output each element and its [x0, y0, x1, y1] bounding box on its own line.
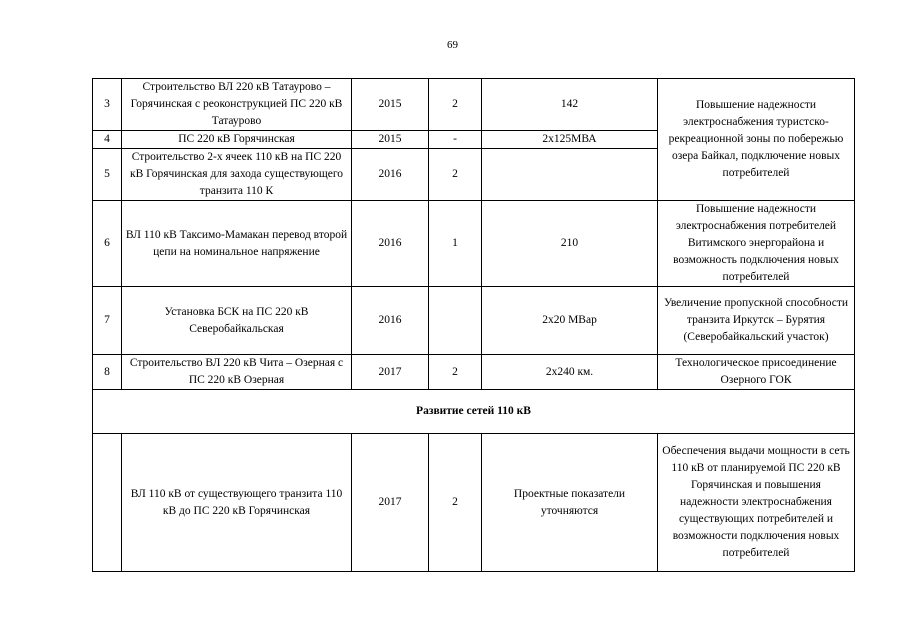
- count-cell: 2: [429, 355, 482, 390]
- object-name: Строительство ВЛ 220 кВ Татаурово – Горячинская с реоконструкцией ПС 220 кВ Татаурово: [122, 79, 352, 131]
- year-cell: 2016: [352, 287, 429, 355]
- purpose-cell: Технологическое присоединение Озерного ГОК: [658, 355, 855, 390]
- object-name: Установка БСК на ПС 220 кВ Северобайкальская: [122, 287, 352, 355]
- projects-table: [92, 78, 855, 572]
- params-cell: Проектные показатели уточняются: [482, 434, 658, 572]
- count-cell: 2: [429, 79, 482, 131]
- row-number: 4: [93, 131, 122, 149]
- count-cell: 1: [429, 201, 482, 287]
- table-row: [93, 201, 855, 287]
- params-cell: 2х20 МВар: [482, 287, 658, 355]
- table-row: [93, 79, 855, 131]
- row-number: [93, 434, 122, 572]
- year-cell: 2016: [352, 149, 429, 201]
- object-name: ВЛ 110 кВ от существующего транзита 110 кВ до ПС 220 кВ Горячинская: [122, 434, 352, 572]
- year-cell: 2015: [352, 131, 429, 149]
- year-cell: 2016: [352, 201, 429, 287]
- purpose-cell: Обеспечения выдачи мощности в сеть 110 кВ от планируемой ПС 220 кВ Горячинская и повышения надежности электроснабжения существующих потребителей и возможности подключения новых потребителей: [658, 434, 855, 572]
- params-cell: 142: [482, 79, 658, 131]
- table-row: [93, 355, 855, 390]
- object-name: ВЛ 110 кВ Таксимо-Мамакан перевод второй цепи на номинальное напряжение: [122, 201, 352, 287]
- row-number: 5: [93, 149, 122, 201]
- row-number: 6: [93, 201, 122, 287]
- count-cell: 2: [429, 434, 482, 572]
- count-cell: [429, 287, 482, 355]
- object-name: Строительство 2-х ячеек 110 кВ на ПС 220 кВ Горячинская для захода существующего транзита 110 К: [122, 149, 352, 201]
- object-name: ПС 220 кВ Горячинская: [122, 131, 352, 149]
- year-cell: 2015: [352, 79, 429, 131]
- table-row: [93, 287, 855, 355]
- table-row: [93, 434, 855, 572]
- object-name: Строительство ВЛ 220 кВ Чита – Озерная с ПС 220 кВ Озерная: [122, 355, 352, 390]
- params-cell: 2х125МВА: [482, 131, 658, 149]
- row-number: 8: [93, 355, 122, 390]
- section-title: Развитие сетей 110 кВ: [93, 390, 855, 434]
- year-cell: 2017: [352, 355, 429, 390]
- row-number: 3: [93, 79, 122, 131]
- year-cell: 2017: [352, 434, 429, 572]
- purpose-cell: Увеличение пропускной способности транзита Иркутск – Бурятия (Северобайкальский участок): [658, 287, 855, 355]
- params-cell: [482, 149, 658, 201]
- purpose-cell: Повышение надежности электроснабжения потребителей Витимского энергорайона и возможность подключения новых потребителей: [658, 201, 855, 287]
- params-cell: 2х240 км.: [482, 355, 658, 390]
- count-cell: -: [429, 131, 482, 149]
- page-number: 69: [447, 39, 458, 51]
- count-cell: 2: [429, 149, 482, 201]
- params-cell: 210: [482, 201, 658, 287]
- purpose-cell: Повышение надежности электроснабжения туристско-рекреационной зоны по побережью озера Байкал, подключение новых потребителей: [658, 79, 855, 201]
- section-row: [93, 390, 855, 434]
- row-number: 7: [93, 287, 122, 355]
